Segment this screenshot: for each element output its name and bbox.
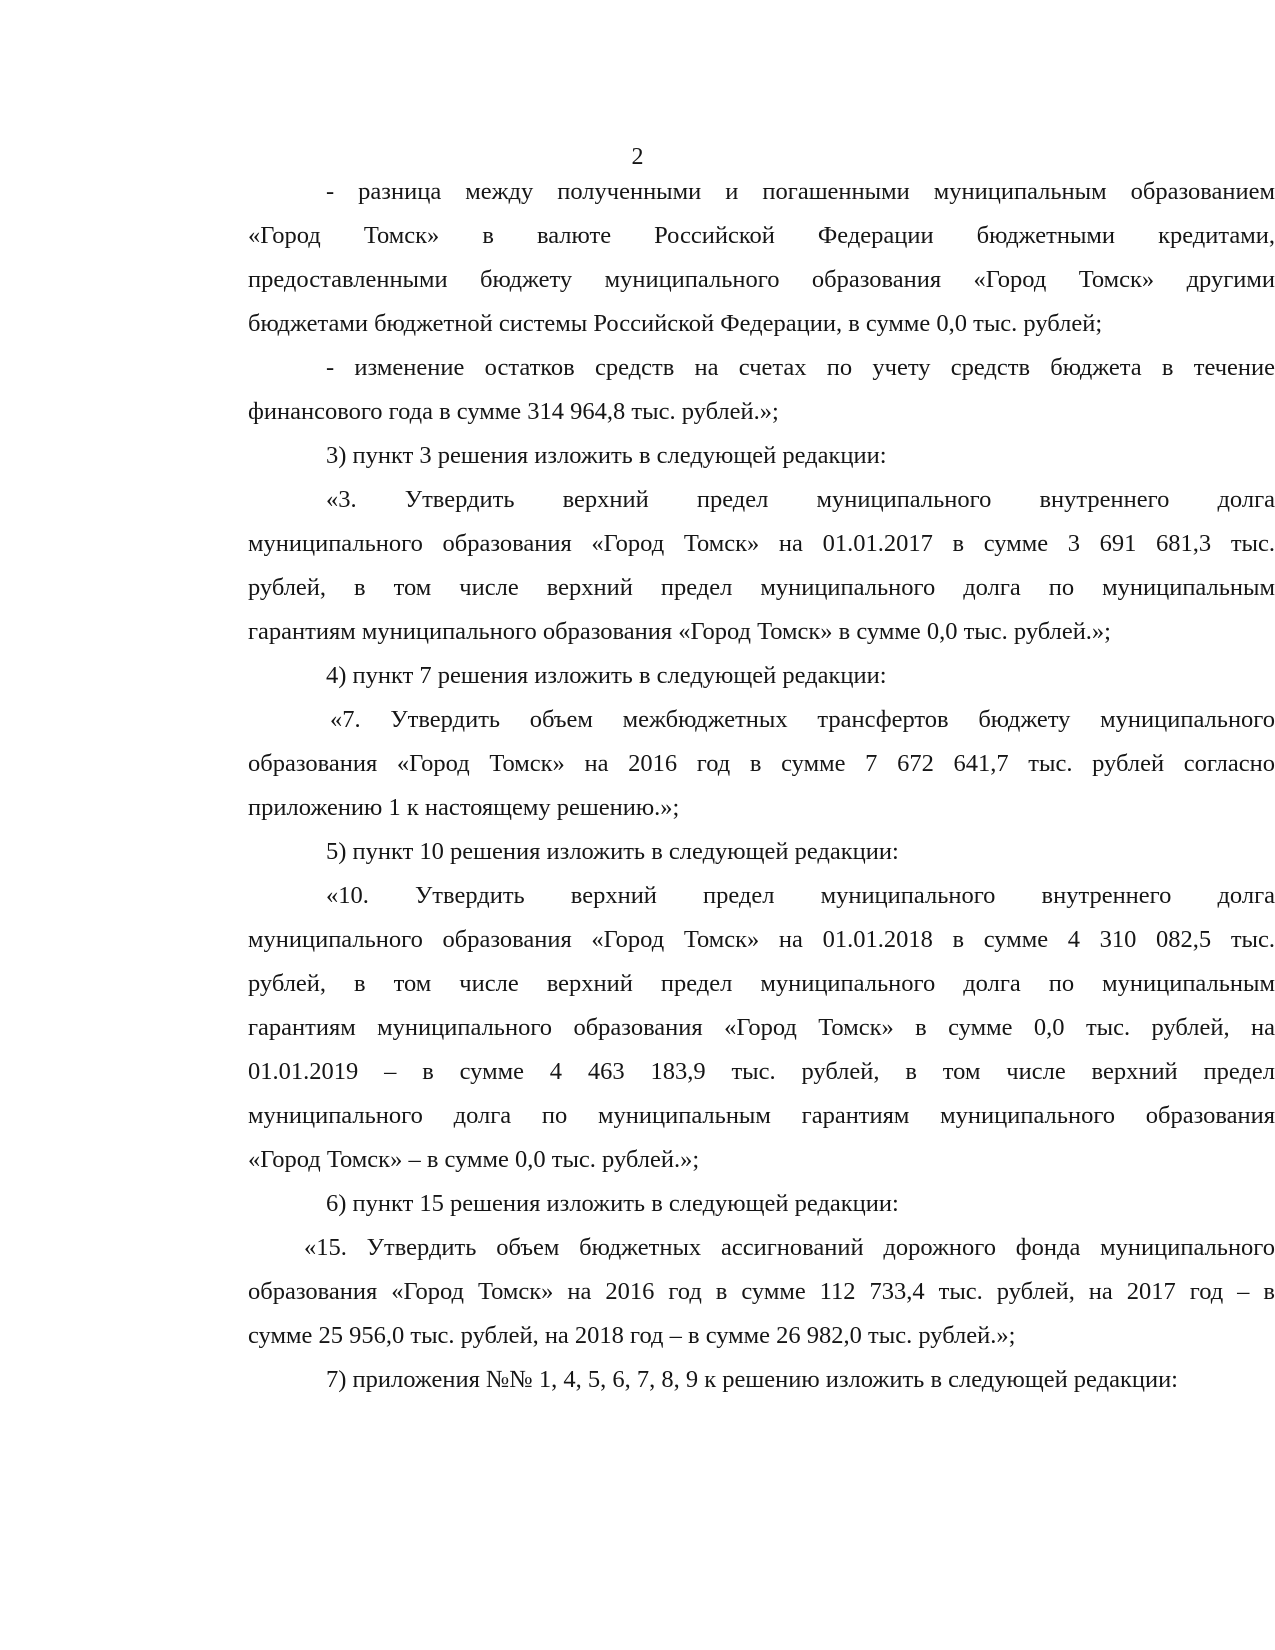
text-line: «15. Утвердить объем бюджетных ассигнований дорожного фонда муниципального <box>304 1234 1275 1261</box>
text-line: образования «Город Томск» на 2016 год в сумме 7 672 641,7 тыс. рублей согласно <box>248 750 1275 777</box>
text-line: 6) пункт 15 решения изложить в следующей редакции: <box>326 1190 899 1217</box>
text-line: «10. Утвердить верхний предел муниципального внутреннего долга <box>326 882 1275 909</box>
text-line: рублей, в том числе верхний предел муниципального долга по муниципальным <box>248 574 1275 601</box>
text-line: «7. Утвердить объем межбюджетных трансфертов бюджету муниципального <box>330 706 1275 733</box>
text-line: бюджетами бюджетной системы Российской Федерации, в сумме 0,0 тыс. рублей; <box>248 310 1103 337</box>
text-line: муниципального образования «Город Томск» на 01.01.2017 в сумме 3 691 681,3 тыс. <box>248 530 1275 557</box>
text-line: муниципального долга по муниципальным гарантиям муниципального образования <box>248 1102 1275 1129</box>
text-line: 5) пункт 10 решения изложить в следующей редакции: <box>326 838 899 865</box>
text-line: образования «Город Томск» на 2016 год в сумме 112 733,4 тыс. рублей, на 2017 год – в <box>248 1278 1275 1305</box>
text-line: «3. Утвердить верхний предел муниципального внутреннего долга <box>326 486 1275 513</box>
text-line: финансового года в сумме 314 964,8 тыс. рублей.»; <box>248 398 779 425</box>
text-line: сумме 25 956,0 тыс. рублей, на 2018 год – в сумме 26 982,0 тыс. рублей.»; <box>248 1322 1016 1349</box>
document-body <box>248 170 1275 1450</box>
text-line: предоставленными бюджету муниципального образования «Город Томск» другими <box>248 266 1275 293</box>
text-line: - изменение остатков средств на счетах по учету средств бюджета в течение <box>326 354 1275 381</box>
text-line: рублей, в том числе верхний предел муниципального долга по муниципальным <box>248 970 1275 997</box>
text-line: муниципального образования «Город Томск» на 01.01.2018 в сумме 4 310 082,5 тыс. <box>248 926 1275 953</box>
page-number: 2 <box>631 144 644 170</box>
text-line: гарантиям муниципального образования «Город Томск» в сумме 0,0 тыс. рублей.»; <box>248 618 1111 645</box>
text-line: гарантиям муниципального образования «Город Томск» в сумме 0,0 тыс. рублей, на <box>248 1014 1275 1041</box>
text-line: «Город Томск» в валюте Российской Федерации бюджетными кредитами, <box>248 222 1275 249</box>
text-line: 3) пункт 3 решения изложить в следующей редакции: <box>326 442 887 469</box>
text-line: «Город Томск» – в сумме 0,0 тыс. рублей.»; <box>248 1146 700 1173</box>
text-line: 4) пункт 7 решения изложить в следующей редакции: <box>326 662 887 689</box>
text-line: 7) приложения №№ 1, 4, 5, 6, 7, 8, 9 к решению изложить в следующей редакции: <box>326 1366 1178 1393</box>
text-line: 01.01.2019 – в сумме 4 463 183,9 тыс. рублей, в том числе верхний предел <box>248 1058 1275 1085</box>
text-line: - разница между полученными и погашенными муниципальным образованием <box>326 178 1275 205</box>
text-line: приложению 1 к настоящему решению.»; <box>248 794 680 821</box>
